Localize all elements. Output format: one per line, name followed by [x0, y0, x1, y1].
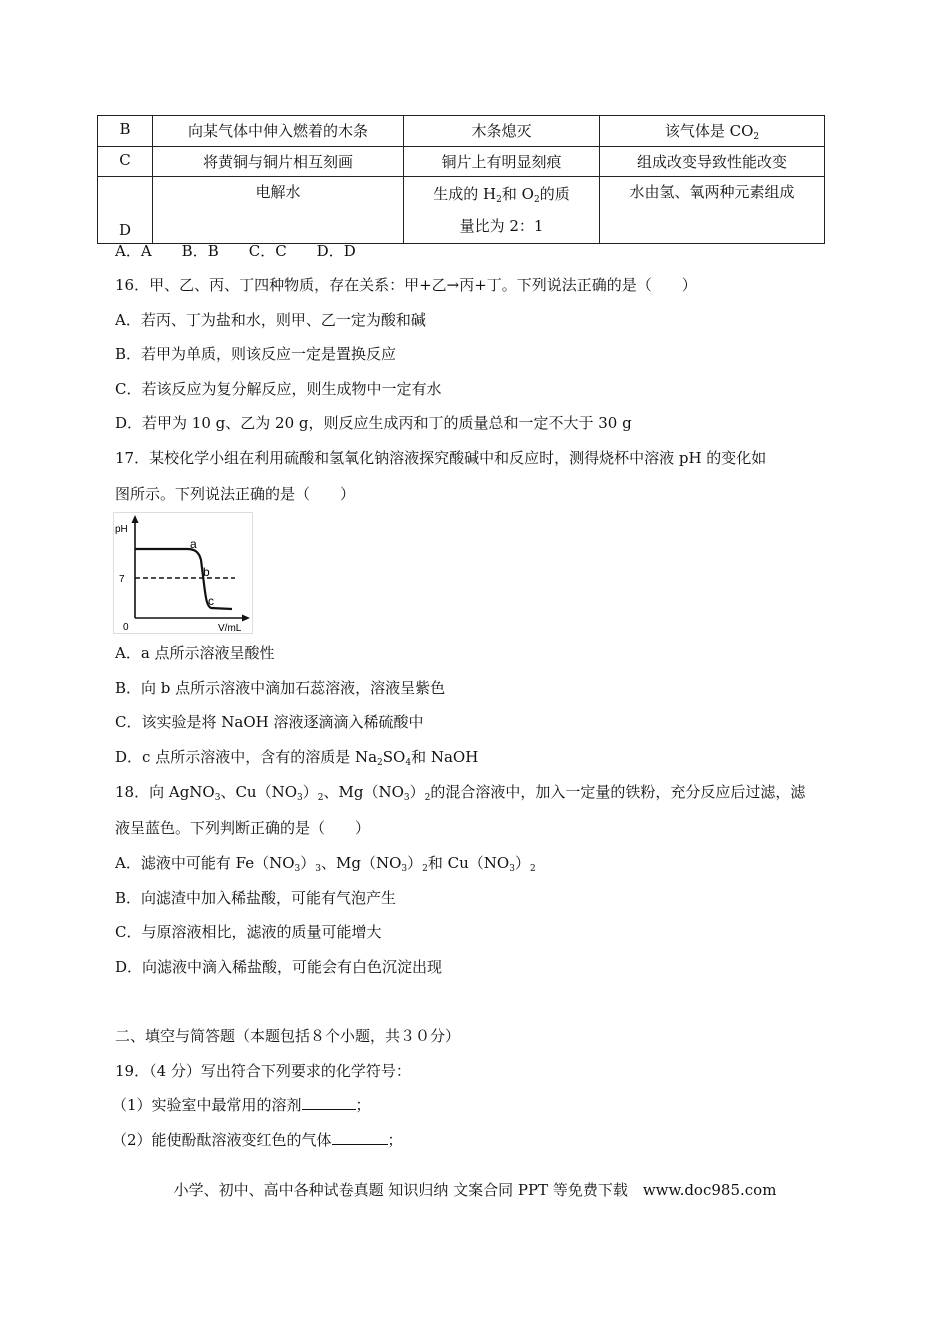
q16-option-d: D．若甲为 10 g、乙为 20 g，则反应生成丙和丁的质量总和一定不大于 30 g	[115, 414, 632, 432]
text-part: ）	[407, 854, 423, 872]
text-part: ；	[355, 1096, 371, 1114]
phen-text-line2: 量比为 2：1	[459, 217, 544, 235]
q18-stem: 18．向 AgNO$_3$、$Cu(NO_3)_2$、$Mg(NO_3)_2$的混合溶液中，加入一定量的铁粉，充分反应后过滤，滤	[115, 783, 806, 803]
subscript: 2	[753, 132, 760, 142]
text-part: D．c 点所示溶液中，含有的溶质是 Na	[115, 748, 378, 766]
q16-option-a: A．若丙、丁为盐和水，则甲、乙一定为酸和碱	[115, 311, 426, 329]
q17-option-b: B．向 b 点所示溶液中滴加石蕊溶液，溶液呈紫色	[115, 679, 446, 697]
text-part: 、Mg（NO	[323, 783, 404, 801]
answer-blank[interactable]	[332, 1130, 388, 1145]
tick-7: 7	[119, 574, 125, 585]
q15-options: A．A B．B C．C D．D	[115, 242, 356, 260]
q18-option-d: D．向滤液中滴入稀盐酸，可能会有白色沉淀出现	[115, 958, 443, 976]
ph-curve-graph	[113, 512, 253, 634]
y-axis-arrow	[132, 515, 139, 523]
phenomenon-cell: 木条熄灭	[404, 116, 600, 147]
text-part: 和 NaOH	[411, 748, 479, 766]
phenomenon-cell: 铜片上有明显刻痕	[404, 147, 600, 177]
q19-part-1	[112, 1094, 371, 1115]
q17-option-a: A．a 点所示溶液呈酸性	[115, 644, 275, 662]
table-row	[98, 177, 825, 244]
row-label: B	[98, 116, 153, 147]
text-part: ；	[387, 1131, 403, 1149]
q19-part-2	[112, 1129, 403, 1150]
phen-text: 的质	[539, 185, 570, 203]
q18-option-b: B．向滤渣中加入稀盐酸，可能有气泡产生	[115, 889, 397, 907]
phenomenon-cell: 生成的 $H_2$和 $O_2$的质 量比为 2：1	[404, 177, 600, 244]
point-b-label: b	[203, 565, 210, 579]
table-row	[98, 147, 825, 177]
ph-curve	[135, 549, 232, 609]
text-part: A．滤液中可能有 Fe（NO	[115, 854, 295, 872]
q18-option-a: A．滤液中可能有 $Fe(NO_3)_3$、$Mg(NO_3)_2$和 $Cu(NO_3)_2$	[115, 854, 536, 874]
q16-option-c: C．若该反应为复分解反应，则生成物中一定有水	[115, 380, 442, 398]
text-part: （2）能使酚酞溶液变红色的气体	[112, 1131, 332, 1149]
point-a-label: a	[190, 537, 197, 551]
operation-cell: 将黄铜与铜片相互刻画	[153, 147, 404, 177]
text-part: 18．向 AgNO	[115, 783, 215, 801]
row-label: C	[98, 147, 153, 177]
answer-blank[interactable]	[302, 1095, 356, 1110]
text-part: ）	[514, 854, 530, 872]
x-axis-label: V/mL	[218, 623, 242, 634]
page-footer: 小学、初中、高中各种试卷真题 知识归纳 文案合同 PPT 等免费下载 www.doc985.com	[173, 1181, 777, 1199]
q17-stem: 17．某校化学小组在利用硫酸和氢氧化钠溶液探究酸碱中和反应时，测得烧杯中溶液 pH 的变化如	[115, 449, 767, 467]
text-part: ）	[302, 783, 318, 801]
conclusion-cell	[600, 116, 825, 147]
section-2-heading: 二、填空与简答题（本题包括８个小题，共３０分）	[115, 1027, 461, 1045]
phen-text: 生成的 H	[433, 185, 497, 203]
text-part: 的混合溶液中，加入一定量的铁粉，充分反应后过滤，滤	[430, 783, 806, 801]
text-part: ）	[300, 854, 316, 872]
conclusion-cell: 组成改变导致性能改变	[600, 147, 825, 177]
text-part: ）	[409, 783, 425, 801]
text-part: SO	[382, 748, 406, 766]
q16-stem: 16．甲、乙、丙、丁四种物质，存在关系：甲+乙→丙+丁。下列说法正确的是（ ）	[115, 276, 697, 294]
text-part: （1）实验室中最常用的溶剂	[112, 1096, 302, 1114]
q17-option-c: C．该实验是将 NaOH 溶液逐滴滴入稀硫酸中	[115, 713, 424, 731]
conclusion-text: 该气体是 CO	[664, 122, 754, 140]
y-axis-label: pH	[115, 524, 128, 535]
operation-cell: 电解水	[153, 177, 404, 244]
q17-option-d: D．c 点所示溶液中，含有的溶质是 $Na_2SO_4$和 NaOH	[115, 748, 479, 768]
text-part: 、Cu（NO	[220, 783, 298, 801]
q19-stem: 19．（4 分）写出符合下列要求的化学符号：	[115, 1062, 411, 1080]
q17-stem-cont: 图所示。下列说法正确的是（ ）	[115, 485, 356, 503]
point-c-label: c	[208, 594, 214, 608]
text-part: 、Mg（NO	[320, 854, 402, 872]
q16-option-b: B．若甲为单质，则该反应一定是置换反应	[115, 345, 397, 363]
table-row	[98, 116, 825, 147]
q18-option-c: C．与原溶液相比，滤液的质量可能增大	[115, 923, 382, 941]
options-table	[97, 115, 825, 244]
operation-cell: 向某气体中伸入燃着的木条	[153, 116, 404, 147]
origin-label: 0	[123, 622, 129, 633]
row-label: D	[98, 177, 153, 244]
x-axis-arrow	[242, 615, 250, 622]
phen-text: 和 O	[501, 185, 534, 203]
q18-stem-cont: 液呈蓝色。下列判断正确的是（ ）	[115, 819, 371, 837]
conclusion-cell: 水由氢、氧两种元素组成	[600, 177, 825, 244]
text-part: 和 Cu（NO	[427, 854, 510, 872]
